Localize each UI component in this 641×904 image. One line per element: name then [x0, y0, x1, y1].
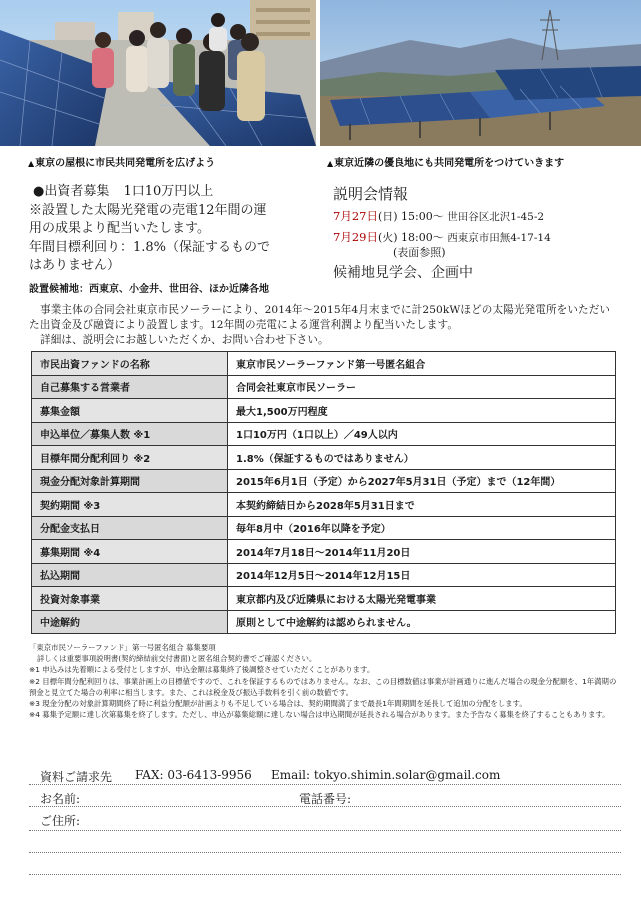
session-time: 18:00～ [401, 231, 444, 244]
term-label: 自己募集する営業者 [32, 375, 228, 399]
table-row [32, 610, 616, 634]
intro-paragraph-2: 詳細は、説明会にお越しいただくか、お問い合わせ下さい。 [40, 334, 329, 346]
session-time: 15:00～ [401, 210, 444, 223]
table-row [32, 469, 616, 493]
footnotes [29, 642, 619, 720]
table-row [32, 563, 616, 587]
term-label: 投資対象事業 [32, 587, 228, 611]
investment-note-line: 用の成果より配当いたします。 [29, 221, 210, 236]
footnote-line: ※2 目標年間分配利回りは、事業計画上の目標値ですので、これを保証するものではありません。なお、この目標数値は事業が計画通りに進んだ場合の現金分配額を、1年満期の預金と見立てた場合の利率に相当します。また、これは税金及び振込手数料を引く前の数値です。 [29, 676, 617, 697]
term-value: 原則として中途解約は認められません。 [228, 610, 616, 634]
term-value: 1口10万円（1口以上）／49人以内 [228, 422, 616, 446]
triangle-icon: ▲ [327, 159, 334, 168]
session-place: 西東京市田無4-17-14 [447, 232, 551, 244]
table-row [32, 540, 616, 564]
term-value: 東京市民ソーラーファンド第一号匿名組合 [228, 352, 616, 376]
footnote-line: 「東京市民ソーラーファンド」第一号匿名組合 募集要項 [29, 643, 216, 652]
right-photo-caption [327, 154, 564, 169]
investor-recruitment-block [29, 183, 329, 276]
rooftop-solar-photo [0, 0, 316, 146]
divider [29, 830, 621, 831]
session-weekday: (日) [377, 210, 398, 223]
divider [29, 784, 621, 785]
session-date: 7月27日 [333, 209, 378, 223]
term-value: 2015年6月1日（予定）から2027年5月31日（予定）まで（12年間） [228, 469, 616, 493]
term-label: 募集金額 [32, 399, 228, 423]
footnote-line: ※1 申込みは先着順による受付としますが、申込金額は募集終了後調整させていただくことがあります。 [29, 665, 375, 675]
request-label: 資料ご請求先 [40, 770, 113, 784]
right-caption-text: 東京近隣の優良地にも共同発電所をつけていきます [334, 158, 565, 169]
divider [29, 806, 621, 807]
footnote-line: ※4 募集予定額に達し次第募集を終了します。ただし、申込が募集総額に達しない場合は申込期間が延長される場合があります。また予告なく募集を終了することもあります。 [29, 710, 610, 720]
address-field-label: ご住所: [40, 814, 81, 828]
name-field-label: お名前: [40, 792, 81, 806]
fund-terms-table [31, 351, 616, 634]
term-label: 募集期間 ※4 [32, 540, 228, 564]
briefing-session [333, 230, 633, 246]
investment-note-line: はありません） [29, 258, 121, 273]
term-label: 中途解約 [32, 610, 228, 634]
request-form [0, 760, 641, 904]
briefing-note: (表面参照) [393, 246, 446, 259]
term-label: 払込期間 [32, 563, 228, 587]
session-date: 7月29日 [333, 230, 378, 244]
term-value: 2014年7月18日～2014年11月20日 [228, 540, 616, 564]
table-row [32, 352, 616, 376]
term-value: 1.8%（保証するものではありません） [228, 446, 616, 470]
table-row [32, 493, 616, 517]
table-row [32, 422, 616, 446]
table-row [32, 516, 616, 540]
term-value: 本契約締結日から2028年5月31日まで [228, 493, 616, 517]
investment-note-line: 年間目標利回り：1.8%（保証するもので [29, 239, 271, 255]
session-weekday: (火) [377, 231, 398, 244]
term-value: 2014年12月5日～2014年12月15日 [228, 563, 616, 587]
table-row [32, 446, 616, 470]
term-label: 市民出資ファンドの名称 [32, 352, 228, 376]
footnote-line: 詳しくは重要事項説明書(契約締結前交付書面)と匿名組合契約書でご確認ください。 [37, 654, 317, 664]
email-address: Email: tokyo.shimin.solar@gmail.com [271, 768, 501, 782]
term-label: 契約期間 ※3 [32, 493, 228, 517]
term-label: 申込単位／募集人数 ※1 [32, 422, 228, 446]
footnote-line: ※3 現金分配の対象計算期間終了時に利益分配額が計画よりも不足している場合は、契約期間満了まで最長1年間期間を延長して追加の分配をします。 [29, 699, 527, 709]
table-row [32, 375, 616, 399]
investment-headline-label: ●出資者募集 [33, 184, 110, 199]
term-value: 毎年8月中（2016年以降を予定） [228, 516, 616, 540]
briefing-session [333, 209, 633, 225]
briefing-title: 説明会情報 [333, 185, 409, 203]
investment-headline-value: 1口10万円以上 [123, 184, 214, 199]
triangle-icon: ▲ [28, 159, 35, 168]
divider [29, 852, 621, 853]
fax-number: FAX: 03-6413-9956 [135, 768, 252, 782]
term-label: 目標年間分配利回り ※2 [32, 446, 228, 470]
phone-field-label: 電話番号: [299, 792, 352, 806]
session-place: 世田谷区北沢1-45-2 [447, 211, 545, 223]
intro-paragraph [29, 303, 619, 348]
field-solar-photo [320, 0, 641, 146]
term-value: 合同会社東京市民ソーラー [228, 375, 616, 399]
term-value: 最大1,500万円程度 [228, 399, 616, 423]
left-photo-caption [28, 154, 215, 169]
left-caption-text: 東京の屋根に市民共同発電所を広げよう [35, 158, 216, 169]
term-value: 東京都内及び近隣県における太陽光発電事業 [228, 587, 616, 611]
intro-paragraph-1: 事業主体の合同会社東京市民ソーラーにより、2014年～2015年4月末までに計250kWほどの太陽光発電所をいただいた出資金及び融資により設置します。12年間の売電による運営利潤より配当いたします。 [29, 304, 611, 331]
table-row [32, 399, 616, 423]
candidate-sites: 設置候補地：西東京、小金井、世田谷、ほか近隣各地 [29, 284, 269, 295]
investment-note-line: ※設置した太陽光発電の売電12年間の運 [29, 202, 267, 218]
divider [29, 874, 621, 875]
table-row [32, 587, 616, 611]
term-label: 分配金支払日 [32, 516, 228, 540]
term-label: 現金分配対象計算期間 [32, 469, 228, 493]
briefing-info-block [333, 184, 633, 283]
investment-headline [29, 183, 329, 202]
site-tour-text: 候補地見学会、企画中 [333, 265, 473, 281]
